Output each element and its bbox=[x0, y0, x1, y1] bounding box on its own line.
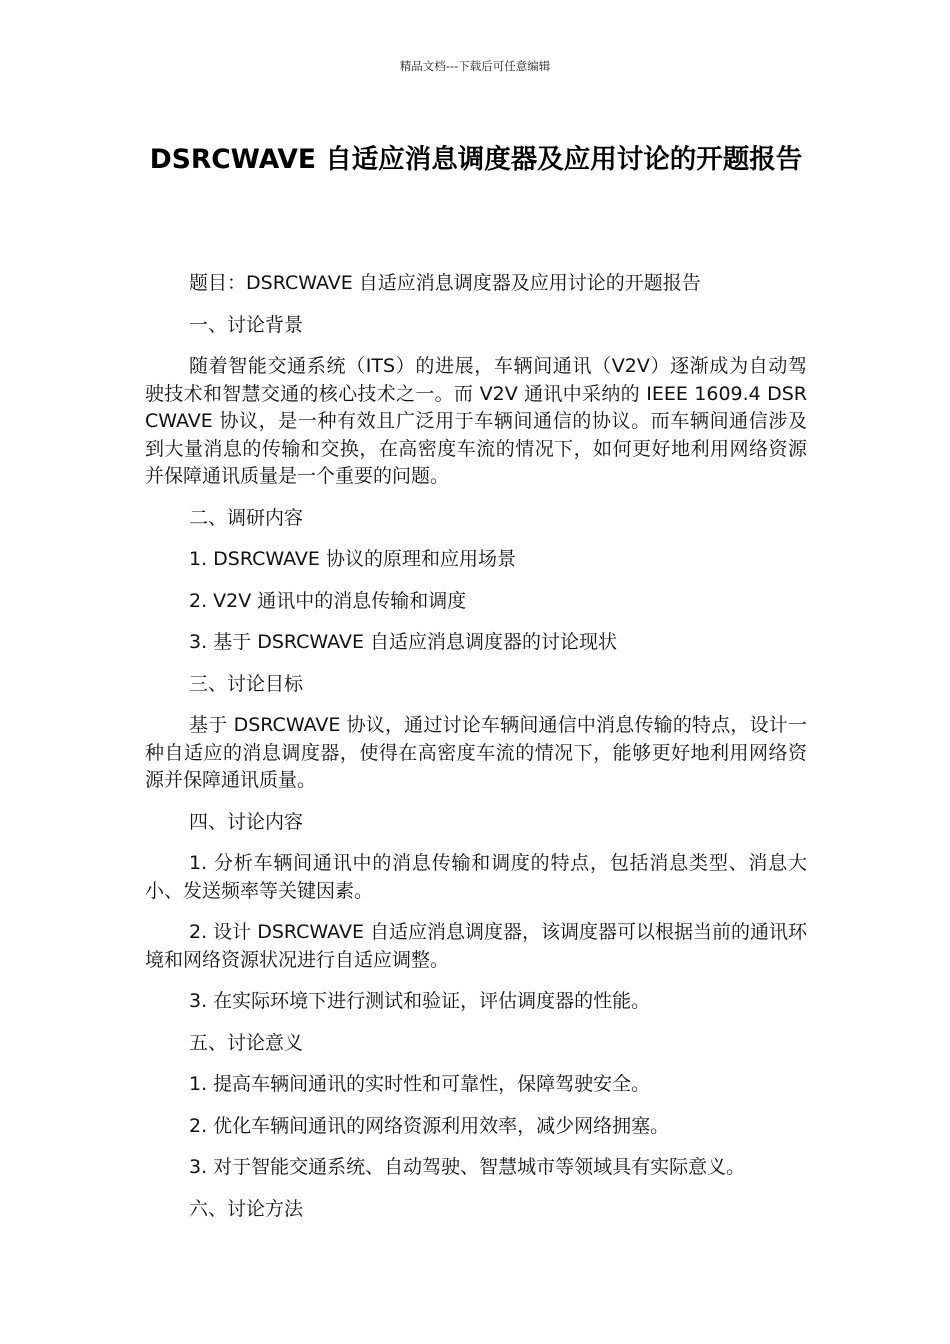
document-body bbox=[145, 270, 807, 1237]
list-item: 2. 优化车辆间通讯的网络资源利用效率，减少网络拥塞。 bbox=[189, 1114, 670, 1137]
section-heading-methods: 六、讨论方法 bbox=[189, 1197, 304, 1220]
section-heading-content: 四、讨论内容 bbox=[189, 810, 304, 833]
list-item: 1. 分析车辆间通讯中的消息传输和调度的特点，包括消息类型、消息大小、发送频率等关键因素。 bbox=[145, 852, 807, 902]
list-item: 3. 基于 DSRCWAVE 自适应消息调度器的讨论现状 bbox=[189, 631, 617, 653]
section-heading-research-content: 二、调研内容 bbox=[189, 506, 304, 529]
list-item: 2. 设计 DSRCWAVE 自适应消息调度器，该调度器可以根据当前的通讯环境和网络资源状况进行自适应调整。 bbox=[145, 921, 807, 971]
document-title: DSRCWAVE 自适应消息调度器及应用讨论的开题报告 bbox=[149, 144, 803, 175]
background-paragraph: 随着智能交通系统（ITS）的进展，车辆间通讯（V2V）逐渐成为自动驾驶技术和智慧交通的核心技术之一。而 V2V 通讯中采纳的 IEEE 1609.4 DSRCWAVE 协议，是一种有效且广泛用于车辆间通信的协议。而车辆间通信涉及到大量消息的传输和交换，在高密度车流的情况下，如何更好地利用网络资源并保障通讯质量是一个重要的问题。 bbox=[145, 355, 807, 487]
list-item: 1. DSRCWAVE 协议的原理和应用场景 bbox=[189, 548, 516, 570]
goals-paragraph: 基于 DSRCWAVE 协议，通过讨论车辆间通信中消息传输的特点，设计一种自适应的消息调度器，使得在高密度车流的情况下，能够更好地利用网络资源并保障通讯质量。 bbox=[145, 714, 807, 791]
section-heading-background: 一、讨论背景 bbox=[189, 313, 304, 336]
list-item: 3. 对于智能交通系统、自动驾驶、智慧城市等领域具有实际意义。 bbox=[189, 1156, 746, 1178]
section-heading-significance: 五、讨论意义 bbox=[189, 1031, 304, 1054]
list-item: 2. V2V 通讯中的消息传输和调度 bbox=[189, 589, 467, 612]
list-item: 1. 提高车辆间通讯的实时性和可靠性，保障驾驶安全。 bbox=[189, 1073, 651, 1095]
subject-line: 题目：DSRCWAVE 自适应消息调度器及应用讨论的开题报告 bbox=[189, 272, 701, 294]
page-header: 精品文档---下载后可任意编辑 bbox=[399, 59, 551, 73]
list-item: 3. 在实际环境下进行测试和验证，评估调度器的性能。 bbox=[189, 990, 651, 1012]
section-heading-goals: 三、讨论目标 bbox=[189, 672, 304, 695]
